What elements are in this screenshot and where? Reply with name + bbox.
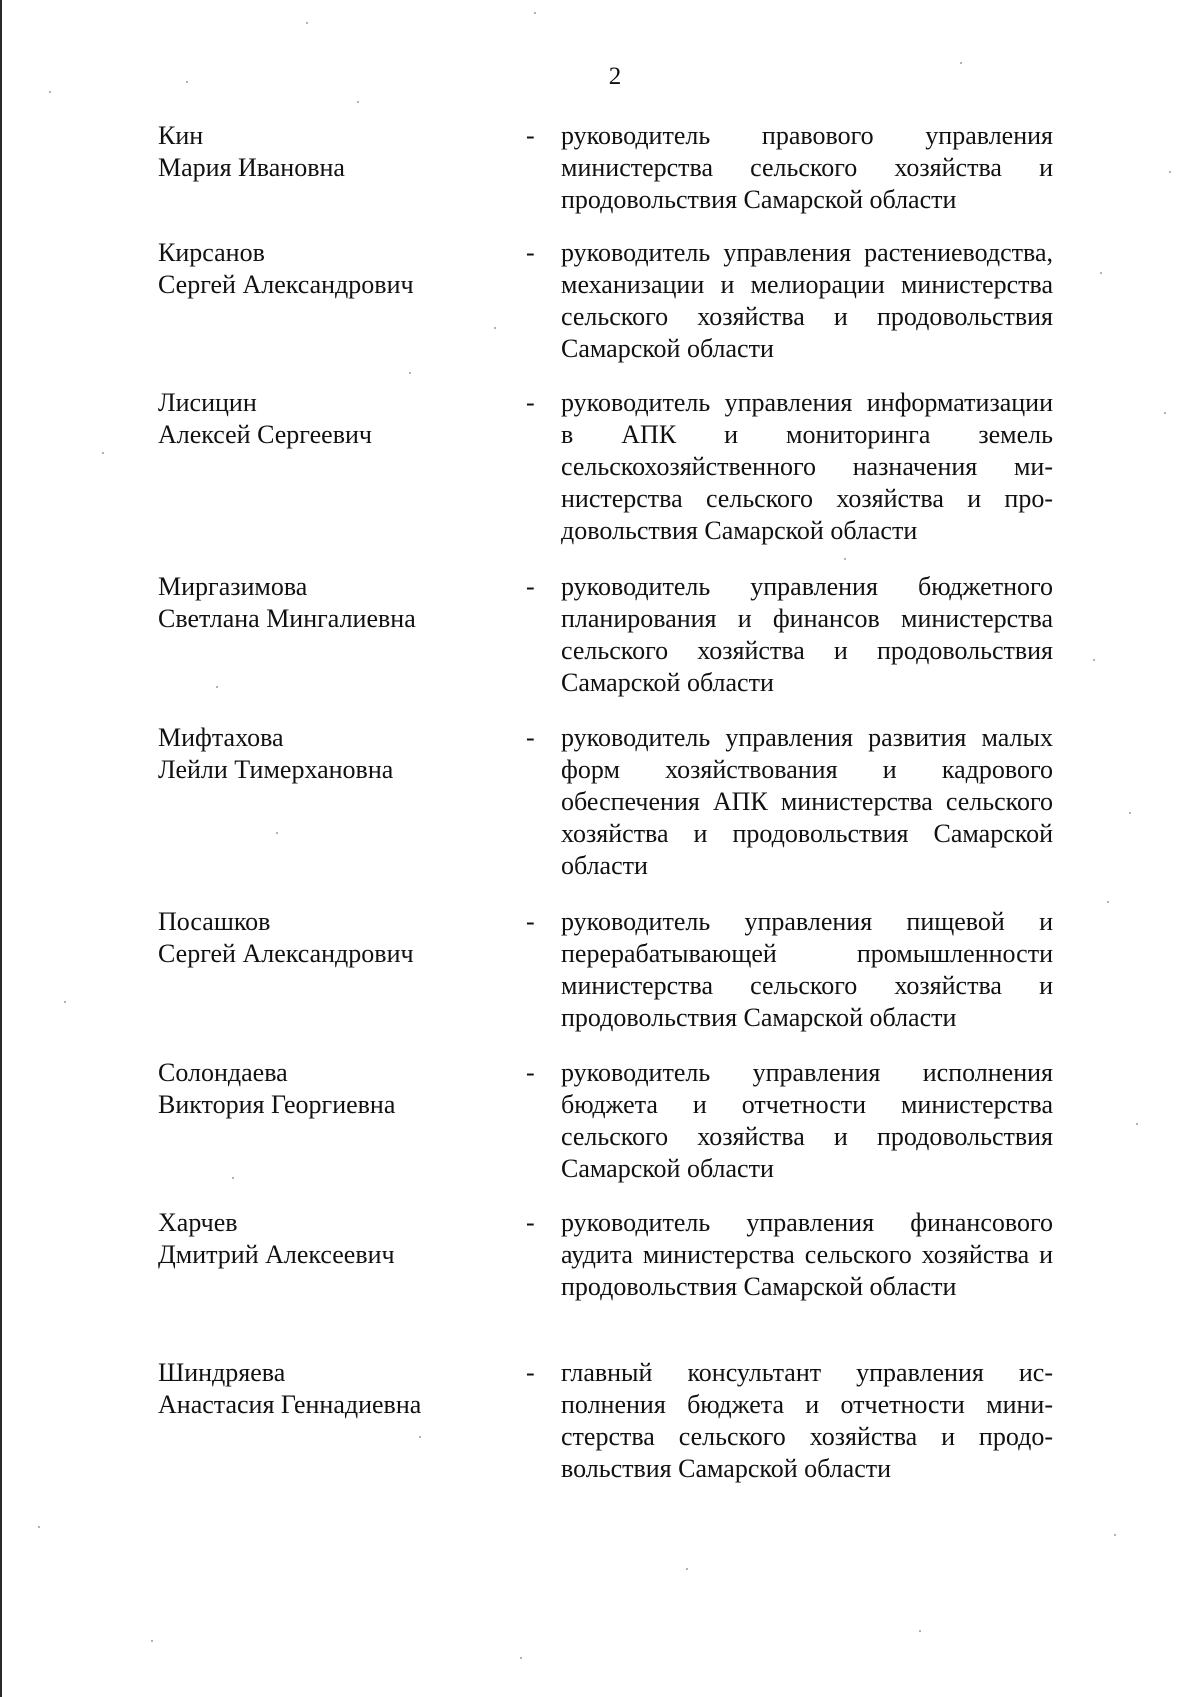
- scan-speck: [1169, 171, 1171, 173]
- person-name: [158, 1057, 488, 1121]
- dash-separator: -: [526, 572, 535, 601]
- given-names: Анастасия Геннадиевна: [158, 1390, 422, 1419]
- person-name: [158, 387, 488, 451]
- scan-speck: [686, 1568, 688, 1570]
- scan-speck: [151, 1640, 153, 1642]
- person-name: [158, 120, 488, 184]
- scan-speck: [1093, 659, 1095, 661]
- scan-speck: [419, 1436, 421, 1438]
- job-title: главный консультант управления исполнения бюджета и отчетности министерства сельского хозяйства и продовольствия Самарской области: [561, 1358, 1053, 1483]
- dash-separator: -: [526, 723, 535, 752]
- scan-speck: [102, 452, 104, 454]
- scan-speck: [409, 372, 411, 374]
- person-name: [158, 1357, 488, 1421]
- job-title: руководитель управления развития малых форм хозяйствования и кадрового обеспечения АПК министерства сельского хозяйства и продовольствия Самарской области: [561, 723, 1053, 880]
- dash-separator: -: [526, 388, 535, 417]
- scan-speck: [1164, 412, 1166, 414]
- given-names: Алексей Сергеевич: [158, 420, 372, 449]
- surname: Лисицин: [158, 388, 257, 417]
- job-title: руководитель управления пищевой и перерабатывающей промышленности министерства сельского хозяйства и продовольствия Самарской области: [561, 907, 1053, 1032]
- job-title: руководитель управления финансового аудита министерства сельского хозяйства и продовольствия Самарской области: [561, 1208, 1053, 1301]
- job-title: руководитель управления информатизации в АПК и мониторинга земель сельскохозяйственного назначения министерства сельского хозяйства и продовольствия Самарской области: [561, 388, 1053, 545]
- scan-speck: [38, 1526, 40, 1528]
- given-names: Светлана Мингалиевна: [158, 604, 416, 633]
- person-name: [158, 722, 488, 786]
- page-number: 2: [608, 63, 622, 90]
- person-name: [158, 1207, 488, 1271]
- scan-speck: [306, 22, 308, 24]
- scan-speck: [232, 1177, 234, 1179]
- scan-speck: [1100, 272, 1102, 274]
- scan-speck: [534, 12, 536, 14]
- scan-speck: [960, 62, 962, 64]
- scan-speck: [919, 1630, 921, 1632]
- scan-speck: [216, 686, 218, 688]
- surname: Харчев: [158, 1208, 238, 1237]
- dash-separator: -: [526, 1358, 535, 1387]
- scan-speck: [844, 558, 846, 560]
- surname: Мифтахова: [158, 723, 284, 752]
- dash-separator: -: [526, 907, 535, 936]
- surname: Солондаева: [158, 1058, 288, 1087]
- job-title: руководитель управления бюджетного планирования и финансов министерства сельского хозяйства и продовольствия Самарской области: [561, 572, 1053, 697]
- scan-speck: [1107, 901, 1109, 903]
- scan-speck: [186, 81, 188, 83]
- dash-separator: -: [526, 121, 535, 150]
- scan-speck: [520, 1657, 522, 1659]
- surname: Кирсанов: [158, 238, 265, 267]
- job-title: руководитель правового управления министерства сельского хозяйства и продовольствия Самарской области: [561, 121, 1053, 214]
- job-title: руководитель управления растениеводства, механизации и мелиорации министерства сельского хозяйства и продовольствия Самарской области: [561, 238, 1053, 363]
- given-names: Дмитрий Алексеевич: [158, 1240, 395, 1269]
- scan-speck: [1114, 1534, 1116, 1536]
- dash-separator: -: [526, 238, 535, 267]
- given-names: Сергей Александрович: [158, 270, 414, 299]
- job-title: руководитель управления исполнения бюджета и отчетности министерства сельского хозяйства и продовольствия Самарской области: [561, 1058, 1053, 1183]
- scan-speck: [357, 101, 359, 103]
- scan-speck: [1129, 812, 1131, 814]
- surname: Миргазимова: [158, 572, 308, 601]
- person-name: [158, 237, 488, 301]
- given-names: Мария Ивановна: [158, 153, 345, 182]
- dash-separator: -: [526, 1058, 535, 1087]
- surname: Шиндряева: [158, 1358, 286, 1387]
- person-name: [158, 906, 488, 970]
- scan-speck: [1136, 1123, 1138, 1125]
- scan-speck: [276, 832, 278, 834]
- scan-edge: [0, 0, 2, 1697]
- given-names: Виктория Георгиевна: [158, 1090, 396, 1119]
- scan-speck: [49, 91, 51, 93]
- surname: Посашков: [158, 907, 271, 936]
- scan-speck: [64, 1001, 66, 1003]
- scan-speck: [494, 327, 496, 329]
- person-name: [158, 571, 488, 635]
- surname: Кин: [158, 121, 204, 150]
- given-names: Лейли Тимерхановна: [158, 755, 394, 784]
- given-names: Сергей Александрович: [158, 939, 414, 968]
- dash-separator: -: [526, 1208, 535, 1237]
